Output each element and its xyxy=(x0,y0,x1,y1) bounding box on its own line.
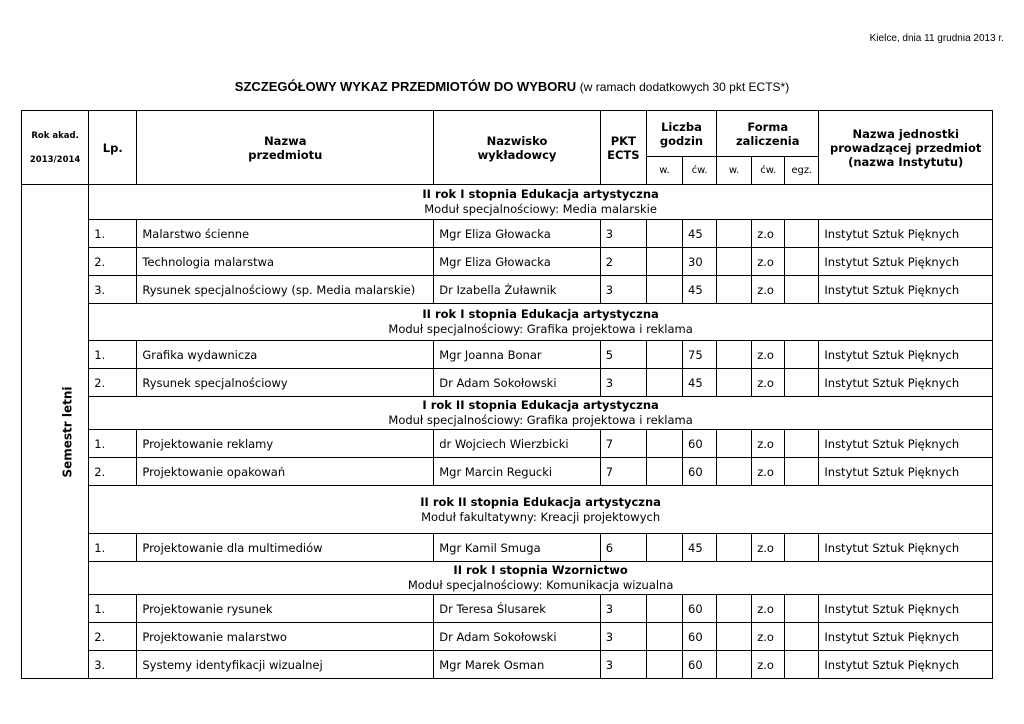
document-title xyxy=(0,79,1024,94)
lecturer-cell: Dr Izabella Żuławnik xyxy=(434,276,601,304)
wykladowca-header xyxy=(434,111,601,185)
group-module: Moduł specjalnościowy: Grafika projektowa i reklama xyxy=(388,322,693,336)
lp-cell: 3. xyxy=(89,276,137,304)
egz-cell xyxy=(785,248,819,276)
title-main: SZCZEGÓŁOWY WYKAZ PRZEDMIOTÓW DO WYBORU xyxy=(234,79,577,94)
course-name-cell: Projektowanie opakowań xyxy=(137,458,434,486)
group-title: II rok I stopnia Wzornictwo xyxy=(453,563,628,577)
cw-hours-cell: 75 xyxy=(683,341,717,369)
cw-hours-cell: 60 xyxy=(683,458,717,486)
egz-cell xyxy=(785,458,819,486)
document-date: Kielce, dnia 11 grudnia 2013 r. xyxy=(869,33,1004,44)
w-hours-cell xyxy=(646,369,682,397)
forma-w-cell xyxy=(717,595,752,623)
rok-label: Rok akad. xyxy=(31,130,79,141)
w-hours-cell xyxy=(646,534,682,562)
course-table xyxy=(21,110,993,679)
ects-header-line2: ECTS xyxy=(607,147,640,162)
w-hours-cell xyxy=(646,458,682,486)
rok-cell xyxy=(22,111,89,185)
group-module: Moduł specjalnościowy: Grafika projektowa i reklama xyxy=(388,413,693,427)
lecturer-cell: Mgr Marcin Regucki xyxy=(434,458,601,486)
w-hours-cell xyxy=(646,430,682,458)
group-module: Moduł fakultatywny: Kreacji projektowych xyxy=(421,509,661,524)
cw-hours-cell: 30 xyxy=(683,248,717,276)
cw-hours-cell: 60 xyxy=(683,595,717,623)
jednostka-header xyxy=(819,111,993,185)
group-header xyxy=(89,185,993,220)
table-row xyxy=(22,623,993,651)
institute-cell: Instytut Sztuk Pięknych xyxy=(819,369,993,397)
forma-w-cell xyxy=(717,369,752,397)
cw-hours-cell: 45 xyxy=(683,369,717,397)
group-header xyxy=(89,486,993,534)
forma-w-cell xyxy=(717,276,752,304)
nazwa-header-line2: przedmiotu xyxy=(248,147,323,162)
table-row xyxy=(22,651,993,679)
institute-cell: Instytut Sztuk Pięknych xyxy=(819,220,993,248)
jednostka-header-line2: prowadzącej przedmiot xyxy=(830,140,982,155)
table-row xyxy=(22,595,993,623)
ects-cell: 3 xyxy=(600,276,646,304)
liczba-header-line2: godzin xyxy=(659,133,704,148)
group-header xyxy=(89,397,993,430)
forma-header-line2: zaliczenia xyxy=(735,133,800,148)
egz-cell xyxy=(785,341,819,369)
table-row xyxy=(22,534,993,562)
w-hours-cell xyxy=(646,623,682,651)
group-module: Moduł specjalnościowy: Komunikacja wizualna xyxy=(407,578,674,592)
egz-cell xyxy=(785,534,819,562)
lecturer-cell: Mgr Marek Osman xyxy=(434,651,601,679)
egz-header: egz. xyxy=(785,157,819,185)
institute-cell: Instytut Sztuk Pięknych xyxy=(819,458,993,486)
forma-cw-cell: z.o xyxy=(752,623,785,651)
cw-hours-cell: 45 xyxy=(683,534,717,562)
table-row xyxy=(22,248,993,276)
lecturer-cell: dr Wojciech Wierzbicki xyxy=(434,430,601,458)
forma-cw-cell: z.o xyxy=(752,276,785,304)
forma-cw-cell: z.o xyxy=(752,248,785,276)
nazwa-header-line1: Nazwa xyxy=(264,133,307,148)
group-header xyxy=(89,304,993,341)
egz-cell xyxy=(785,220,819,248)
w-hours-cell xyxy=(646,248,682,276)
institute-cell: Instytut Sztuk Pięknych xyxy=(819,595,993,623)
forma-cw-cell: z.o xyxy=(752,220,785,248)
w-hours-cell xyxy=(646,341,682,369)
ects-cell: 2 xyxy=(600,248,646,276)
table-row xyxy=(22,369,993,397)
lecturer-cell: Mgr Eliza Głowacka xyxy=(434,220,601,248)
course-name-cell: Malarstwo ścienne xyxy=(137,220,434,248)
wykladowca-header-line2: wykładowcy xyxy=(477,147,557,162)
lp-cell: 1. xyxy=(89,341,137,369)
course-name-cell: Projektowanie rysunek xyxy=(137,595,434,623)
lecturer-cell: Dr Adam Sokołowski xyxy=(434,623,601,651)
forma-w-cell xyxy=(717,623,752,651)
course-name-cell: Rysunek specjalnościowy xyxy=(137,369,434,397)
semester-label: Semestr letni xyxy=(60,385,75,478)
lecturer-cell: Mgr Kamil Smuga xyxy=(434,534,601,562)
egz-cell xyxy=(785,623,819,651)
table-row xyxy=(22,220,993,248)
lecturer-cell: Mgr Eliza Głowacka xyxy=(434,248,601,276)
ects-cell: 6 xyxy=(600,534,646,562)
forma-cw-cell: z.o xyxy=(752,341,785,369)
group-header xyxy=(89,562,993,595)
group-module: Moduł specjalnościowy: Media malarskie xyxy=(424,202,657,216)
lp-cell: 2. xyxy=(89,623,137,651)
lp-header: Lp. xyxy=(89,111,137,185)
course-name-cell: Projektowanie dla multimediów xyxy=(137,534,434,562)
cw-hours-cell: 60 xyxy=(683,623,717,651)
forma-cw-cell: z.o xyxy=(752,430,785,458)
nazwa-header xyxy=(137,111,434,185)
ects-header xyxy=(600,111,646,185)
institute-cell: Instytut Sztuk Pięknych xyxy=(819,276,993,304)
cw-header: ćw. xyxy=(683,157,717,185)
institute-cell: Instytut Sztuk Pięknych xyxy=(819,341,993,369)
egz-cell xyxy=(785,430,819,458)
institute-cell: Instytut Sztuk Pięknych xyxy=(819,430,993,458)
egz-cell xyxy=(785,651,819,679)
cw-hours-cell: 45 xyxy=(683,276,717,304)
ects-header-line1: PKT xyxy=(610,133,636,148)
w-hours-cell xyxy=(646,276,682,304)
lp-cell: 2. xyxy=(89,458,137,486)
lecturer-cell: Dr Adam Sokołowski xyxy=(434,369,601,397)
course-name-cell: Grafika wydawnicza xyxy=(137,341,434,369)
group-title: II rok I stopnia Edukacja artystyczna xyxy=(422,307,659,321)
forma-cw-cell: z.o xyxy=(752,458,785,486)
group-title: I rok II stopnia Edukacja artystyczna xyxy=(422,398,659,412)
w-header: w. xyxy=(646,157,682,185)
cw-hours-cell: 60 xyxy=(683,430,717,458)
wykladowca-header-line1: Nazwisko xyxy=(486,133,548,148)
forma-cw-cell: z.o xyxy=(752,651,785,679)
title-sub: (w ramach dodatkowych 30 pkt ECTS*) xyxy=(579,80,790,94)
forma-w-cell xyxy=(717,534,752,562)
institute-cell: Instytut Sztuk Pięknych xyxy=(819,651,993,679)
semester-cell xyxy=(22,185,89,679)
ects-cell: 5 xyxy=(600,341,646,369)
liczba-godzin-header xyxy=(646,111,716,157)
w-hours-cell xyxy=(646,595,682,623)
forma-header-line1: Forma xyxy=(747,119,789,134)
lecturer-cell: Dr Teresa Ślusarek xyxy=(434,595,601,623)
w-hours-cell xyxy=(646,651,682,679)
lp-cell: 2. xyxy=(89,369,137,397)
table-row xyxy=(22,276,993,304)
ects-cell: 3 xyxy=(600,651,646,679)
table-body xyxy=(22,185,993,679)
forma-zaliczenia-header xyxy=(717,111,819,157)
liczba-header-line1: Liczba xyxy=(661,119,702,134)
forma-w-cell xyxy=(717,651,752,679)
institute-cell: Instytut Sztuk Pięknych xyxy=(819,534,993,562)
egz-cell xyxy=(785,595,819,623)
forma-cw-cell: z.o xyxy=(752,369,785,397)
forma-cw-header: ćw. xyxy=(752,157,785,185)
table-row xyxy=(22,458,993,486)
rok-value: 2013/2014 xyxy=(29,154,81,165)
forma-w-cell xyxy=(717,430,752,458)
ects-cell: 3 xyxy=(600,220,646,248)
egz-cell xyxy=(785,369,819,397)
table-row xyxy=(22,430,993,458)
lp-cell: 1. xyxy=(89,595,137,623)
lp-cell: 1. xyxy=(89,220,137,248)
jednostka-header-line1: Nazwa jednostki xyxy=(852,126,959,141)
cw-hours-cell: 45 xyxy=(683,220,717,248)
forma-w-cell xyxy=(717,220,752,248)
group-title: II rok I stopnia Edukacja artystyczna xyxy=(422,187,659,201)
course-name-cell: Systemy identyfikacji wizualnej xyxy=(137,651,434,679)
course-name-cell: Projektowanie reklamy xyxy=(137,430,434,458)
course-name-cell: Projektowanie malarstwo xyxy=(137,623,434,651)
course-name-cell: Technologia malarstwa xyxy=(137,248,434,276)
forma-w-cell xyxy=(717,458,752,486)
group-title: II rok II stopnia Edukacja artystyczna xyxy=(420,494,661,509)
lp-cell: 2. xyxy=(89,248,137,276)
lp-cell: 1. xyxy=(89,534,137,562)
forma-w-header: w. xyxy=(717,157,752,185)
table-row xyxy=(22,341,993,369)
lecturer-cell: Mgr Joanna Bonar xyxy=(434,341,601,369)
jednostka-header-line3: (nazwa Instytutu) xyxy=(848,154,964,169)
w-hours-cell xyxy=(646,220,682,248)
ects-cell: 7 xyxy=(600,430,646,458)
ects-cell: 3 xyxy=(600,623,646,651)
ects-cell: 3 xyxy=(600,369,646,397)
forma-cw-cell: z.o xyxy=(752,534,785,562)
lp-cell: 1. xyxy=(89,430,137,458)
forma-cw-cell: z.o xyxy=(752,595,785,623)
lp-cell: 3. xyxy=(89,651,137,679)
ects-cell: 3 xyxy=(600,595,646,623)
forma-w-cell xyxy=(717,248,752,276)
course-name-cell: Rysunek specjalnościowy (sp. Media malarskie) xyxy=(137,276,434,304)
ects-cell: 7 xyxy=(600,458,646,486)
institute-cell: Instytut Sztuk Pięknych xyxy=(819,248,993,276)
egz-cell xyxy=(785,276,819,304)
cw-hours-cell: 60 xyxy=(683,651,717,679)
institute-cell: Instytut Sztuk Pięknych xyxy=(819,623,993,651)
forma-w-cell xyxy=(717,341,752,369)
